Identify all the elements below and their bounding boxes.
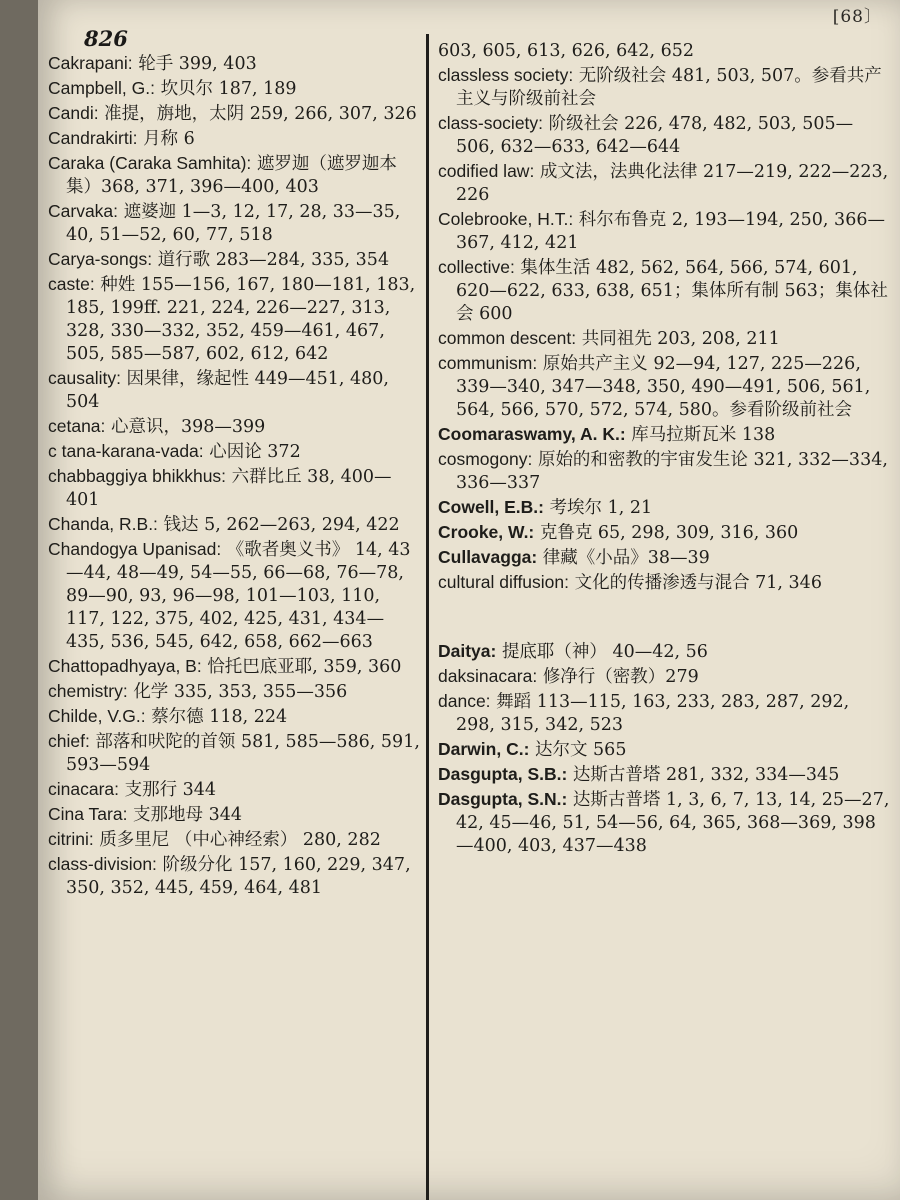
index-entry (48, 102, 420, 126)
index-references: 克鲁克 65, 298, 309, 316, 360 (539, 523, 799, 543)
index-references: 无阶级社会 481, 503, 507。参看共产主义与阶级前社会 (456, 66, 882, 109)
index-references: 律藏《小品》38—39 (542, 548, 710, 568)
index-references: 种姓 155—156, 167, 180—181, 183, 185, 199ff. 221, 224, 226—227, 313, 328, 330—332, 352, 459—461, 467, 505, 585—587, 602, 612, 642 (66, 275, 416, 364)
index-references: 科尔布鲁克 2, 193—194, 250, 366—367, 412, 421 (456, 210, 885, 253)
index-references: 提底耶（神） 40—42, 56 (501, 642, 708, 662)
index-section-d (438, 640, 892, 858)
index-entry (48, 730, 420, 777)
index-references: 准提，旃地，太阴 259, 266, 307, 326 (104, 104, 417, 124)
index-entry (48, 513, 420, 537)
index-entry (48, 538, 420, 654)
index-references: 化学 335, 353, 355—356 (133, 682, 348, 702)
index-entry (438, 763, 892, 787)
index-entry (438, 40, 892, 63)
index-references: 共同祖先 203, 208, 211 (581, 329, 780, 349)
index-term: Chattopadhyaya, B: (48, 656, 202, 676)
index-references: 原始共产主义 92—94, 127, 225—226, 339—340, 347—348, 350, 490—491, 506, 561, 564, 566, 570, 572, 574, 580。参看阶级前社会 (456, 354, 871, 420)
index-references: 心意识，398—399 (110, 417, 266, 437)
index-references: 阶级社会 226, 478, 482, 503, 505—506, 632—633, 642—644 (456, 114, 854, 157)
index-entry (438, 448, 892, 495)
index-entry (48, 655, 420, 679)
index-references: 遮婆迦 1—3, 12, 17, 28, 33—35, 40, 51—52, 60, 77, 518 (66, 202, 401, 245)
index-references: 603, 605, 613, 626, 642, 652 (438, 41, 695, 61)
index-term: Chanda, R.B.: (48, 514, 158, 534)
index-entry (48, 803, 420, 827)
index-term: Cina Tara: (48, 804, 128, 824)
index-term: cinacara: (48, 779, 120, 799)
index-entry (48, 853, 420, 900)
index-column-left (48, 52, 420, 901)
index-term: Candrakirti: (48, 128, 138, 148)
index-entry (48, 680, 420, 704)
book-page (38, 0, 900, 1200)
index-references: 达尔文 565 (534, 740, 627, 760)
index-entry (438, 423, 892, 447)
index-references: 因果律，缘起性 449—451, 480, 504 (66, 369, 389, 412)
index-references: 成文法，法典化法律 217—219, 222—223, 226 (456, 162, 889, 205)
index-entry (48, 200, 420, 247)
index-term: c tana-karana-vada: (48, 441, 204, 461)
index-term: caste: (48, 274, 95, 294)
index-references: 集体生活 482, 562, 564, 566, 574, 601, 620—622, 633, 638, 651；集体所有制 563；集体社会 600 (456, 258, 888, 324)
index-entry (438, 327, 892, 351)
index-entry (48, 77, 420, 101)
index-term: classless society: (438, 65, 574, 85)
index-term: citrini: (48, 829, 94, 849)
index-term: Dasgupta, S.N.: (438, 789, 568, 809)
index-term: Coomaraswamy, A. K.: (438, 424, 626, 444)
index-section-c (438, 40, 892, 595)
index-term: chabbaggiya bhikkhus: (48, 466, 227, 486)
index-term: class-society: (438, 113, 544, 133)
index-entry (438, 112, 892, 159)
index-entry (438, 665, 892, 689)
page-number: 826 (84, 26, 128, 51)
index-term: Colebrooke, H.T.: (438, 209, 574, 229)
index-references: 轮手 399, 403 (138, 54, 257, 74)
index-term: chief: (48, 731, 90, 751)
index-term: Carvaka: (48, 201, 119, 221)
index-entry (438, 546, 892, 570)
index-term: common descent: (438, 328, 577, 348)
index-term: codified law: (438, 161, 535, 181)
index-term: Chandogya Upanisad: (48, 539, 222, 559)
index-references: 道行歌 283—284, 335, 354 (157, 250, 390, 270)
index-entry (438, 256, 892, 326)
index-term: collective: (438, 257, 515, 277)
index-references: 原始的和密教的宇宙发生论 321, 332—334, 336—337 (456, 450, 888, 493)
index-references: 阶级分化 157, 160, 229, 347, 350, 352, 445, 459, 464, 481 (66, 855, 411, 898)
margin-note: [68〕 (832, 7, 882, 27)
index-references: 钱达 5, 262—263, 294, 422 (163, 515, 400, 535)
index-entry (438, 160, 892, 207)
index-entry (438, 788, 892, 858)
index-term: cultural diffusion: (438, 572, 570, 592)
column-divider (426, 34, 429, 1200)
index-references: 蔡尔德 118, 224 (151, 707, 288, 727)
index-references: 六群比丘 38, 400—401 (66, 467, 392, 510)
index-term: dance: (438, 691, 491, 711)
index-entry (438, 64, 892, 111)
index-entry (48, 273, 420, 366)
index-references: 月称 6 (143, 129, 195, 149)
index-term: Dasgupta, S.B.: (438, 764, 568, 784)
index-term: class-division: (48, 854, 157, 874)
index-entry (438, 738, 892, 762)
index-references: 部落和吠陀的首领 581, 585—586, 591, 593—594 (66, 732, 420, 775)
index-term: Candi: (48, 103, 99, 123)
index-entry (48, 367, 420, 414)
index-references: 考埃尔 1, 21 (549, 498, 653, 518)
index-references: 舞蹈 113—115, 163, 233, 283, 287, 292, 298, 315, 342, 523 (456, 692, 850, 735)
index-references: 支那地母 344 (133, 805, 242, 825)
index-term: Caraka (Caraka Samhita): (48, 153, 252, 173)
index-term: Cakrapani: (48, 53, 133, 73)
index-term: chemistry: (48, 681, 128, 701)
index-term: communism: (438, 353, 538, 373)
index-references: 达斯古普塔 1, 3, 6, 7, 13, 14, 25—27, 42, 45—46, 51, 54—56, 64, 365, 368—369, 398—400, 403, 437—438 (456, 790, 890, 856)
index-term: cosmogony: (438, 449, 533, 469)
index-term: Childe, V.G.: (48, 706, 146, 726)
index-references: 质多里尼 （中心神经索） 280, 282 (99, 830, 381, 850)
index-references: 支那行 344 (124, 780, 217, 800)
index-term: daksinacara: (438, 666, 538, 686)
index-entry (438, 496, 892, 520)
index-entry (438, 521, 892, 545)
index-term: Carya-songs: (48, 249, 153, 269)
index-term: Campbell, G.: (48, 78, 155, 98)
index-entry (48, 778, 420, 802)
index-references: 坎贝尔 187, 189 (160, 79, 297, 99)
section-gap (438, 596, 892, 640)
index-term: cetana: (48, 416, 106, 436)
index-entry (438, 690, 892, 737)
index-term: Darwin, C.: (438, 739, 530, 759)
index-entry (438, 208, 892, 255)
index-references: 库马拉斯瓦米 138 (631, 425, 776, 445)
index-references: 恰托巴底亚耶, 359, 360 (207, 657, 402, 677)
index-references: 遮罗迦（遮罗迦本集）368, 371, 396—400, 403 (66, 154, 397, 197)
index-references: 《歌者奥义书》 14, 43—44, 48—49, 54—55, 66—68, 76—78, 89—90, 93, 96—98, 101—103, 110, 117, 122, 375, 402, 425, 431, 434—435, 536, 545, 642, 658, 662—663 (66, 540, 411, 652)
index-references: 文化的传播渗透与混合 71, 346 (574, 573, 822, 593)
index-entry (48, 152, 420, 199)
index-entry (48, 465, 420, 512)
index-entry (48, 127, 420, 151)
index-entry (48, 705, 420, 729)
index-entry (438, 640, 892, 664)
index-references: 心因论 372 (209, 442, 301, 462)
index-term: Daitya: (438, 641, 497, 661)
index-term: Cowell, E.B.: (438, 497, 544, 517)
index-column-right (438, 40, 892, 859)
index-entry (48, 52, 420, 76)
index-entry (438, 571, 892, 595)
index-term: Crooke, W.: (438, 522, 535, 542)
index-entry (48, 828, 420, 852)
index-term: causality: (48, 368, 121, 388)
index-entry (48, 248, 420, 272)
index-entry (48, 415, 420, 439)
index-entry (438, 352, 892, 422)
index-entry (48, 440, 420, 464)
index-references: 修净行（密教）279 (542, 667, 699, 687)
index-references: 达斯古普塔 281, 332, 334—345 (572, 765, 840, 785)
index-term: Cullavagga: (438, 547, 538, 567)
